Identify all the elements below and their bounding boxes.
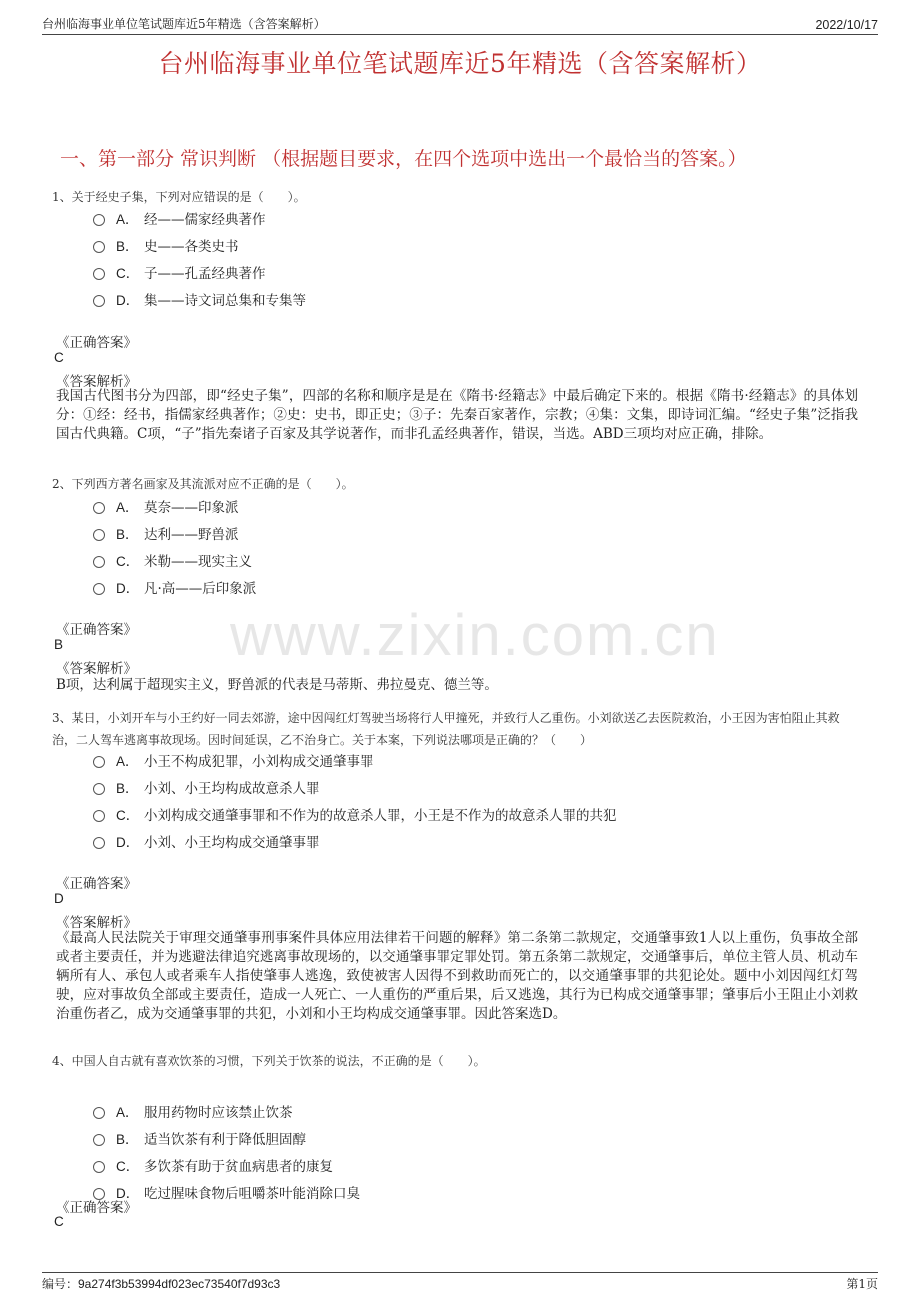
radio-icon[interactable] <box>93 1134 105 1146</box>
option-key: B． <box>116 238 139 254</box>
option-text: 凡·高——后印象派 <box>144 580 257 597</box>
page-header <box>42 14 878 35</box>
option-b[interactable] <box>93 773 617 800</box>
option-key: C． <box>116 807 140 823</box>
option-key: D． <box>116 292 140 308</box>
question-3-stem: 3、某日，小刘开车与小王约好一同去郊游，途中因闯红灯驾驶当场将行人甲撞死，并致行人乙重伤。小刘欲送乙去医院救治，小王因为害怕阻止其救治，二人驾车逃离事故现场。因时间延误，乙不治身亡。关于本案，下列说法哪项是正确的？（ ） <box>52 711 840 747</box>
option-text: 小刘构成交通肇事罪和不作为的故意杀人罪，小王是不作为的故意杀人罪的共犯 <box>144 807 617 824</box>
page-number: 第1页 <box>846 1277 878 1291</box>
question-3-options <box>93 746 617 854</box>
question-4-answer: C <box>54 1214 64 1229</box>
document-title: 台州临海事业单位笔试题库近5年精选（含答案解析） <box>158 49 762 78</box>
radio-icon[interactable] <box>93 810 105 822</box>
option-c[interactable] <box>93 258 306 285</box>
option-text: 达利——野兽派 <box>144 526 239 543</box>
answer-label: 《正确答案》 <box>56 335 137 351</box>
explanation-label: 《答案解析》 <box>56 915 137 931</box>
radio-icon[interactable] <box>93 1107 105 1119</box>
answer-label: 《正确答案》 <box>56 622 137 638</box>
option-text: 多饮茶有助于贫血病患者的康复 <box>144 1158 333 1175</box>
explanation-label: 《答案解析》 <box>56 661 137 677</box>
question-4-stem: 4、中国人自古就有喜欢饮茶的习惯，下列关于饮茶的说法，不正确的是（ ）。 <box>52 1054 486 1068</box>
question-2-stem: 2、下列西方著名画家及其流派对应不正确的是（ ）。 <box>52 477 354 491</box>
document-code: 编号：9a274f3b53994df023ec73540f7d93c3 <box>42 1277 281 1291</box>
option-d[interactable] <box>93 573 256 600</box>
radio-icon[interactable] <box>93 583 105 595</box>
option-key: B． <box>116 526 139 542</box>
radio-icon[interactable] <box>93 556 105 568</box>
option-key: C． <box>116 265 140 281</box>
option-key: D． <box>116 1185 140 1201</box>
radio-icon[interactable] <box>93 529 105 541</box>
option-a[interactable] <box>93 746 617 773</box>
option-key: C． <box>116 1158 140 1174</box>
option-c[interactable] <box>93 1151 360 1178</box>
question-3-explanation: 《最高人民法院关于审理交通肇事刑事案件具体应用法律若干问题的解释》第二条第二款规定，交通肇事致1人以上重伤，负事故全部或者主要责任，并为逃避法律追究逃离事故现场的，以交通肇事罪定罪处罚。第五条第二款规定，交通肇事后，单位主管人员、机动车辆所有人、承包人或者乘车人指使肇事人逃逸，致使被害人因得不到救助而死亡的，以交通肇事罪的共犯论处。题中小刘因闯红灯驾驶，应对事故负全部或主要责任，造成一人死亡、一人重伤的严重后果，后又逃逸，其行为已构成交通肇事罪；肇事后小王阻止小刘救治重伤者乙，成为交通肇事罪的共犯，小刘和小王均构成交通肇事罪。因此答案选D。 <box>56 930 858 1022</box>
option-text: 小王不构成犯罪，小刘构成交通肇事罪 <box>144 753 374 770</box>
option-key: A． <box>116 499 139 515</box>
option-b[interactable] <box>93 519 256 546</box>
option-key: A． <box>116 1104 139 1120</box>
option-key: B． <box>116 1131 139 1147</box>
option-text: 小刘、小王均构成故意杀人罪 <box>144 780 320 797</box>
radio-icon[interactable] <box>93 295 105 307</box>
option-key: D． <box>116 580 140 596</box>
option-a[interactable] <box>93 1097 360 1124</box>
radio-icon[interactable] <box>93 756 105 768</box>
option-text: 服用药物时应该禁止饮茶 <box>144 1104 293 1121</box>
radio-icon[interactable] <box>93 241 105 253</box>
option-text: 史——各类史书 <box>144 238 239 255</box>
question-2-explanation: B项，达利属于超现实主义，野兽派的代表是马蒂斯、弗拉曼克、德兰等。 <box>56 677 498 693</box>
header-date: 2022/10/17 <box>815 18 878 32</box>
radio-icon[interactable] <box>93 214 105 226</box>
option-key: B． <box>116 780 139 796</box>
header-doc-title: 台州临海事业单位笔试题库近5年精选（含答案解析） <box>42 17 326 31</box>
radio-icon[interactable] <box>93 502 105 514</box>
option-c[interactable] <box>93 800 617 827</box>
watermark: www.zixin.com.cn <box>230 603 720 668</box>
option-text: 子——孔孟经典著作 <box>144 265 266 282</box>
option-d[interactable] <box>93 827 617 854</box>
question-4-options <box>93 1097 360 1205</box>
question-2-options <box>93 492 256 600</box>
section-heading: 一、第一部分 常识判断 （根据题目要求，在四个选项中选出一个最恰当的答案。） <box>60 148 747 170</box>
answer-label: 《正确答案》 <box>56 1200 137 1216</box>
radio-icon[interactable] <box>93 837 105 849</box>
option-key: C． <box>116 553 140 569</box>
question-1-answer: C <box>54 350 64 365</box>
explanation-label: 《答案解析》 <box>56 374 137 390</box>
option-text: 莫奈——印象派 <box>144 499 239 516</box>
option-b[interactable] <box>93 1124 360 1151</box>
option-a[interactable] <box>93 492 256 519</box>
option-text: 集——诗文词总集和专集等 <box>144 292 306 309</box>
question-1-options <box>93 204 306 312</box>
option-c[interactable] <box>93 546 256 573</box>
option-d[interactable] <box>93 285 306 312</box>
option-key: A． <box>116 753 139 769</box>
option-text: 适当饮茶有利于降低胆固醇 <box>144 1131 306 1148</box>
option-text: 经——儒家经典著作 <box>144 211 266 228</box>
radio-icon[interactable] <box>93 783 105 795</box>
question-1-explanation: 我国古代图书分为四部，即“经史子集”，四部的名称和顺序是是在《隋书·经籍志》中最后确定下来的。根据《隋书·经籍志》的具体划分：①经：经书，指儒家经典著作；②史：史书，即正史；③子：先秦百家著作，宗教；④集：文集，即诗词汇编。“经史子集”泛指我国古代典籍。C项，“子”指先秦诸子百家及其学说著作，而非孔孟经典著作，错误，当选。ABD三项均对应正确，排除。 <box>56 388 858 442</box>
answer-label: 《正确答案》 <box>56 876 137 892</box>
question-2-answer: B <box>54 637 64 652</box>
option-text: 小刘、小王均构成交通肇事罪 <box>144 834 320 851</box>
option-key: D． <box>116 834 140 850</box>
page-footer <box>42 1272 878 1292</box>
radio-icon[interactable] <box>93 268 105 280</box>
question-3-answer: D <box>54 891 64 906</box>
option-text: 米勒——现实主义 <box>144 553 252 570</box>
option-key: A． <box>116 211 139 227</box>
option-text: 吃过腥味食物后咀嚼茶叶能消除口臭 <box>144 1185 360 1202</box>
radio-icon[interactable] <box>93 1161 105 1173</box>
option-b[interactable] <box>93 231 306 258</box>
option-a[interactable] <box>93 204 306 231</box>
question-1-stem: 1、关于经史子集，下列对应错误的是（ ）。 <box>52 190 306 204</box>
